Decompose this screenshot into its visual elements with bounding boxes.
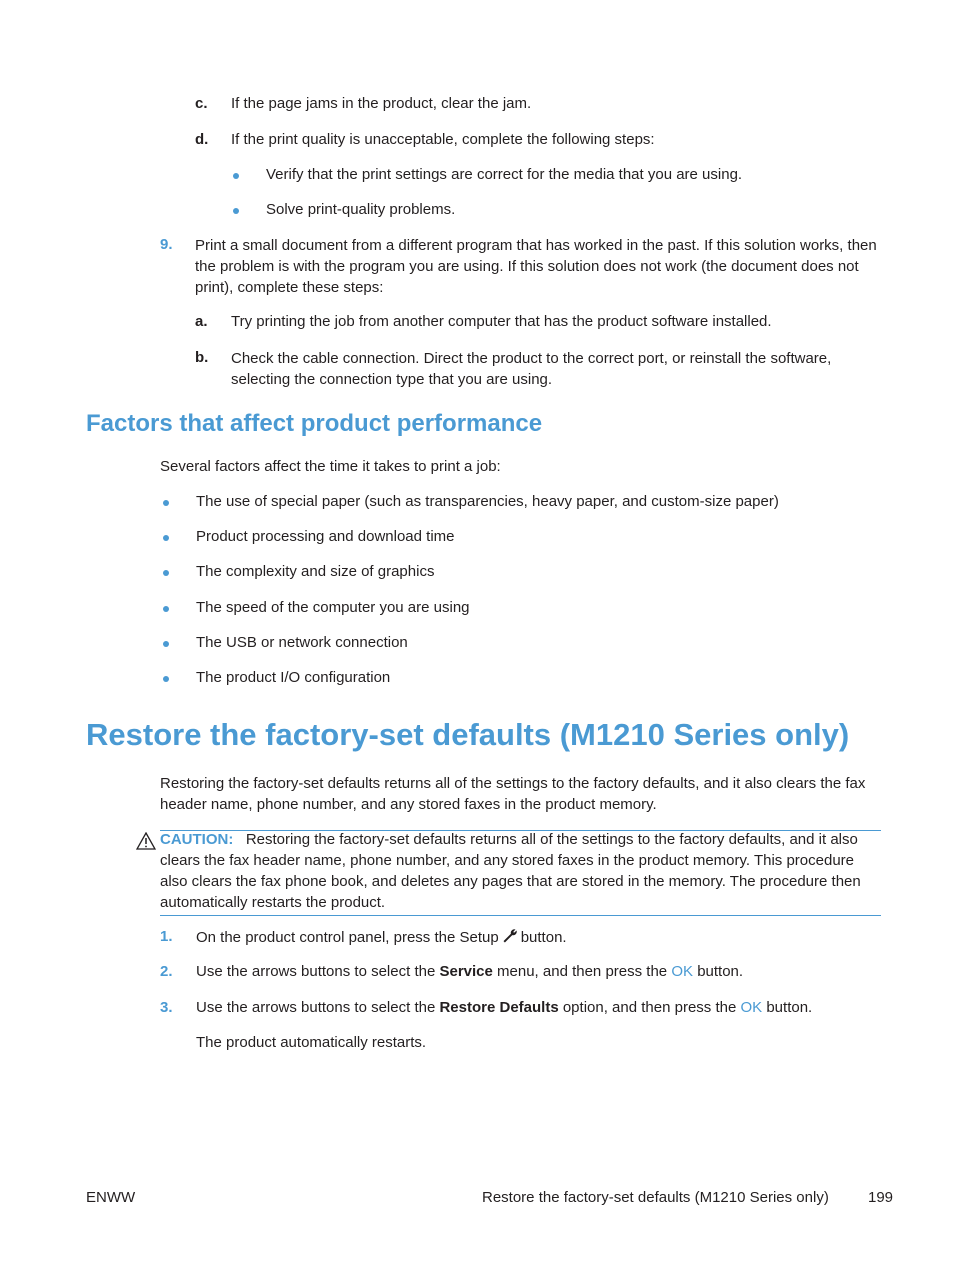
list-item: The USB or network connection: [196, 634, 408, 651]
wrench-icon: [502, 928, 518, 948]
caution-text-block: [160, 829, 872, 913]
step-c-text: If the page jams in the product, clear the jam.: [231, 95, 532, 112]
list-item: Product processing and download time: [196, 528, 455, 545]
list-item: Verify that the print settings are correct for the media that you are using.: [266, 166, 743, 183]
menu-name-service: Service: [439, 963, 493, 980]
step-a-label: a.: [195, 313, 208, 330]
restore-intro: Restoring the factory-set defaults returns all of the settings to the factory defaults, and it also clears the fax header name, phone number, and any stored faxes in the product memory.: [160, 775, 866, 813]
bullet-icon: [163, 500, 169, 506]
bullet-icon: [233, 173, 239, 179]
section-heading-factors: Factors that affect product performance: [86, 410, 543, 437]
list-item: The complexity and size of graphics: [196, 563, 435, 580]
step-2-post: button.: [697, 963, 744, 980]
page-number: 199: [868, 1189, 894, 1206]
step-1-text: [196, 928, 567, 948]
option-name-restore-defaults: Restore Defaults: [439, 999, 559, 1016]
step-9-text: Print a small document from a different program that has worked in the past. If this solution works, then the problem is with the program you are using. If this solution does not work (the document does not print), complete these steps:: [195, 237, 877, 296]
step-2-pre: Use the arrows buttons to select the: [196, 963, 436, 980]
step-3-number: 3.: [160, 999, 173, 1016]
page-title: Restore the factory-set defaults (M1210 Series only): [86, 717, 850, 752]
bullet-icon: [163, 676, 169, 682]
step-2-number: 2.: [160, 963, 173, 980]
step-2-mid: menu, and then press the: [497, 963, 668, 980]
step-3-pre: Use the arrows buttons to select the: [196, 999, 436, 1016]
step-3-post: button.: [766, 999, 813, 1016]
step-3-result: The product automatically restarts.: [196, 1034, 427, 1051]
caution-text: Restoring the factory-set defaults returns all of the settings to the factory defaults, and it also clears the fax header name, phone number, and any stored faxes in the product memory. This procedure also clears the fax phone book, and deletes any pages that are stored in the memory. The procedure then automatically restarts the product.: [160, 831, 861, 911]
step-2-text: [196, 963, 743, 980]
step-d-text: If the print quality is unacceptable, complete the following steps:: [231, 131, 655, 148]
step-b-text: Check the cable connection. Direct the product to the correct port, or reinstall the software, selecting the connection type that you are using.: [231, 350, 832, 388]
step-d-label: d.: [195, 131, 209, 148]
factors-intro: Several factors affect the time it takes to print a job:: [160, 458, 501, 475]
step-1-pre: On the product control panel, press the Setup: [196, 929, 499, 946]
ok-button-label: OK: [671, 963, 694, 980]
step-9-number: 9.: [160, 236, 173, 253]
list-item: The use of special paper (such as transparencies, heavy paper, and custom-size paper): [196, 493, 779, 510]
list-item: The product I/O configuration: [196, 669, 391, 686]
footer-section-title: Restore the factory-set defaults (M1210 Series only): [482, 1189, 829, 1206]
step-3-mid: option, and then press the: [562, 999, 737, 1016]
bullet-icon: [163, 606, 169, 612]
caution-label: CAUTION:: [160, 831, 234, 848]
step-a-text: Try printing the job from another computer that has the product software installed.: [231, 313, 772, 330]
bullet-icon: [163, 535, 169, 541]
bullet-icon: [233, 208, 239, 214]
step-3-text: [196, 999, 812, 1016]
list-item: The speed of the computer you are using: [196, 599, 470, 616]
step-1-number: 1.: [160, 928, 173, 945]
step-c-label: c.: [195, 95, 208, 112]
list-item: Solve print-quality problems.: [266, 201, 456, 218]
warning-triangle-icon: [136, 832, 156, 854]
bullet-icon: [163, 641, 169, 647]
ok-button-label: OK: [740, 999, 763, 1016]
step-b-label: b.: [195, 349, 209, 366]
bullet-icon: [163, 570, 169, 576]
footer-left: ENWW: [86, 1189, 136, 1206]
step-1-post: button.: [520, 929, 567, 946]
